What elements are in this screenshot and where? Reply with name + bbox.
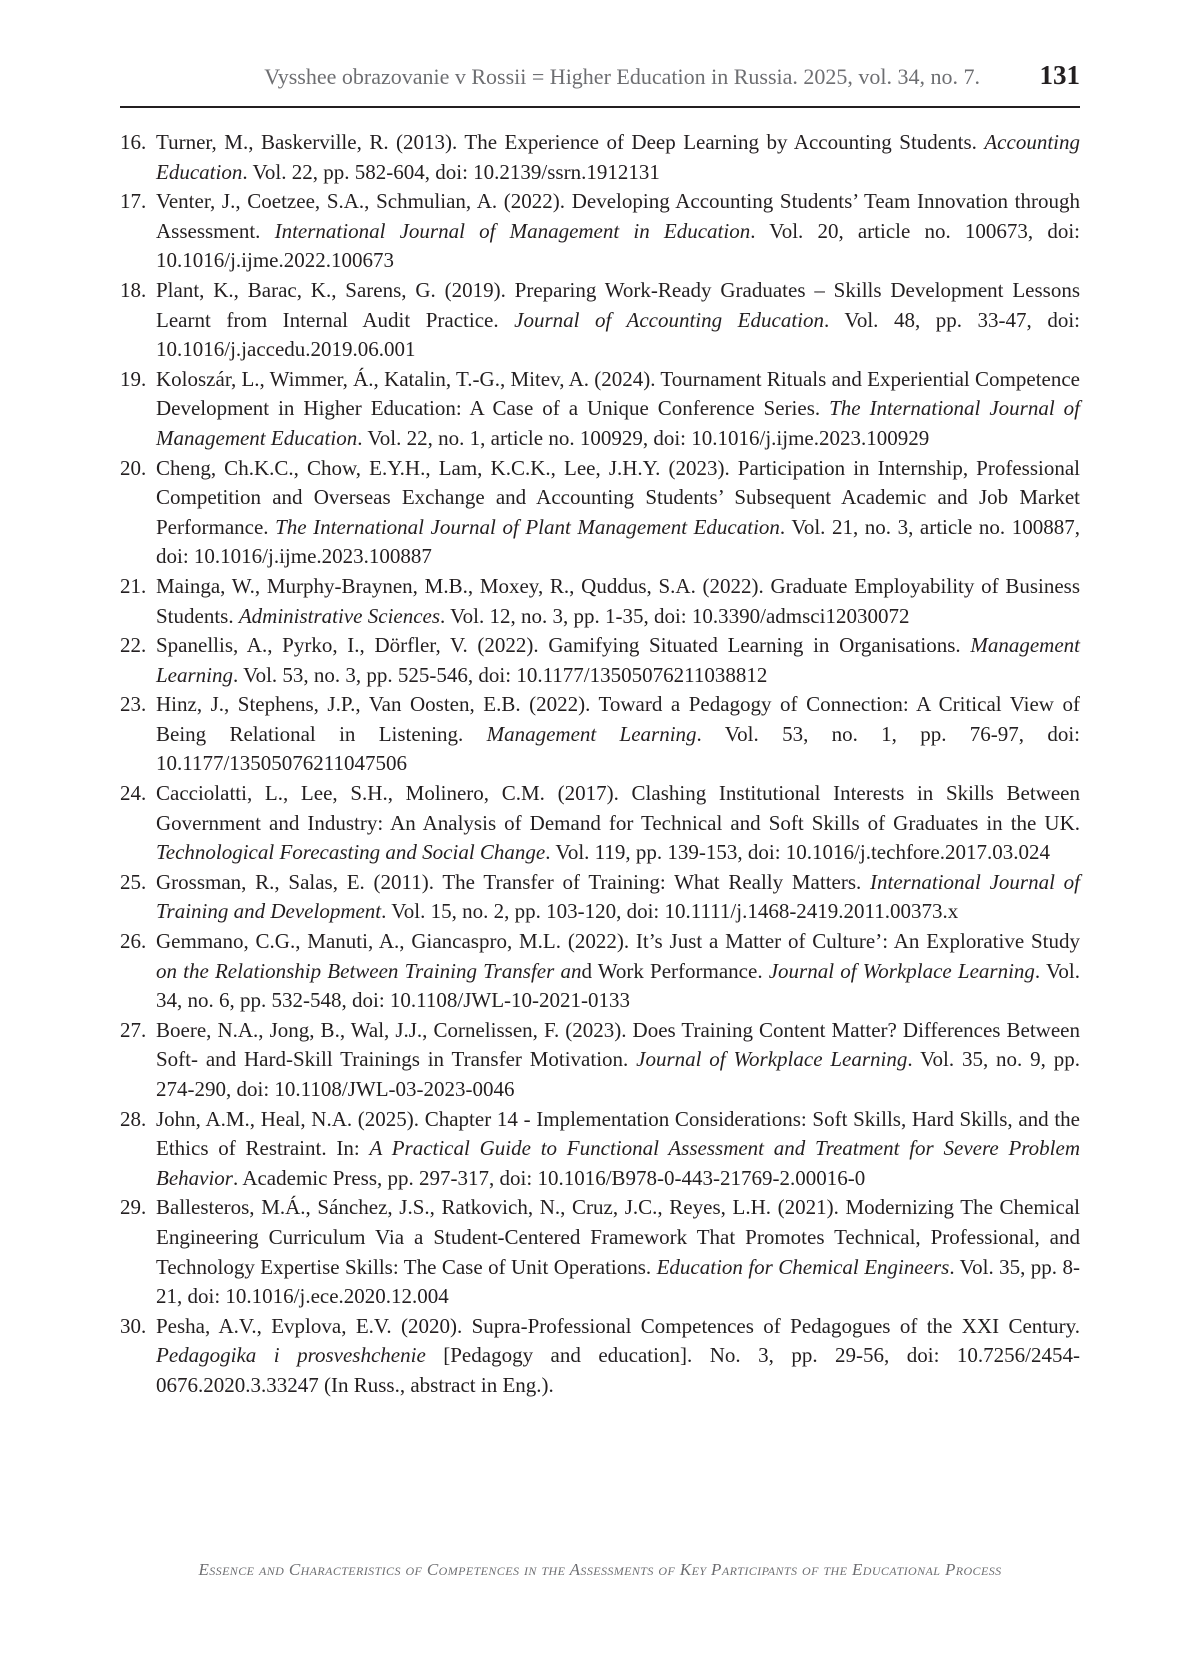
reference-item <box>120 454 1080 572</box>
reference-segment: . Vol. 34, no. 6, pp. 532-548, doi: 10.1108/JWL-10-2021-0133 <box>156 958 1080 1013</box>
reference-source-title: Technological Forecasting and Social Change <box>156 840 546 865</box>
reference-segment: Boere, N.A., Jong, B., Wal, J.J., Cornelissen, F. (2023). Does Training Content Matter? Differences Between Soft- and Hard-Skill Trainings in Transfer Motivation. <box>156 1017 1080 1072</box>
reference-source-title: Education for Chemical Engineers <box>656 1254 950 1279</box>
running-footer: Essence and Characteristics of Competences in the Assessments of Key Participants of the Educational Process <box>198 1560 1002 1579</box>
reference-segment: Grossman, R., Salas, E. (2011). The Transfer of Training: What Really Matters. <box>156 869 871 894</box>
reference-item <box>120 276 1080 365</box>
reference-segment: . Vol. 53, no. 3, pp. 525-546, doi: 10.1177/13505076211038812 <box>233 662 768 687</box>
reference-item <box>120 365 1080 454</box>
reference-item <box>120 187 1080 276</box>
reference-item <box>120 631 1080 690</box>
reference-source-title: International Journal of Training and Development <box>156 869 1080 924</box>
reference-segment: . Vol. 35, no. 9, pp. 274-290, doi: 10.1108/JWL-03-2023-0046 <box>156 1047 1080 1101</box>
reference-segment: . Vol. 35, pp. 8-21, doi: 10.1016/j.ece.2020.12.004 <box>156 1254 1080 1309</box>
reference-segment: Gemmano, C.G., Manuti, A., Giancaspro, M.L. (2022). It’s Just a Matter of Culture’: An Explorative Study <box>156 929 1080 954</box>
reference-source-title: The International Journal of Plant Management Education <box>275 514 780 539</box>
reference-text <box>156 1107 1080 1190</box>
reference-segment: Plant, K., Barac, K., Sarens, G. (2019). Preparing Work-Ready Graduates – Skills Development Lessons Learnt from Internal Audit Practice. <box>156 277 1080 332</box>
reference-segment: . Vol. 12, no. 3, pp. 1-35, doi: 10.3390/admsci12030072 <box>440 603 910 628</box>
reference-number: 19. <box>120 366 147 391</box>
reference-segment: Turner, M., Baskerville, R. (2013). The Experience of Deep Learning by Accounting Students. <box>156 130 985 154</box>
running-header <box>120 58 1080 108</box>
reference-text <box>156 367 1080 450</box>
reference-source-title: The International Journal of Management Education <box>156 396 1080 450</box>
reference-text <box>156 130 1080 184</box>
reference-item <box>120 1016 1080 1105</box>
reference-segment: . Vol. 21, no. 3, article no. 100887, doi: 10.1016/j.ijme.2023.100887 <box>156 514 1080 569</box>
reference-number: 22. <box>120 633 147 658</box>
reference-item <box>120 690 1080 779</box>
reference-text <box>156 1314 1080 1397</box>
reference-number: 21. <box>120 573 147 598</box>
reference-source-title: International Journal of Management in Education <box>274 218 751 243</box>
reference-list <box>120 128 1080 1401</box>
reference-item <box>120 1312 1080 1401</box>
reference-number: 30. <box>120 1313 147 1338</box>
reference-number: 27. <box>120 1017 147 1042</box>
reference-item <box>120 779 1080 868</box>
reference-source-title: on the Relationship Between Training Transfer an <box>156 958 582 983</box>
reference-number: 16. <box>120 130 147 154</box>
reference-segment: Cheng, Ch.K.C., Chow, E.Y.H., Lam, K.C.K., Lee, J.H.Y. (2023). Participation in Internship, Professional Competition and Overseas Exchange and Accounting Students’ Subsequent Academic and Job Market Performance. <box>156 455 1080 539</box>
journal-title: Vysshee obrazovanie v Rossii = Higher Education in Russia. 2025, vol. 34, no. 7. <box>264 64 980 89</box>
reference-segment: Ballesteros, M.Á., Sánchez, J.S., Ratkovich, N., Cruz, J.C., Reyes, L.H. (2021). Modernizing The Chemical Engineering Curriculum Via a Student-Centered Framework That Promotes Technical, Professional, and Technology Expertise Skills: The Case of Unit Operations. <box>156 1195 1080 1279</box>
reference-segment: Hinz, J., Stephens, J.P., Van Oosten, E.B. (2022). Toward a Pedagogy of Connection: A Critical View of Being Relational in Listening. <box>156 692 1080 746</box>
reference-segment: . Vol. 22, pp. 582-604, doi: 10.2139/ssrn.1912131 <box>242 159 660 184</box>
page-number: 131 <box>1039 60 1080 90</box>
reference-segment: . Academic Press, pp. 297-317, doi: 10.1016/B978-0-443-21769-2.00016-0 <box>232 1165 866 1190</box>
reference-number: 17. <box>120 189 147 214</box>
reference-segment: Venter, J., Coetzee, S.A., Schmulian, A. (2022). Developing Accounting Students’ Team Innovation through Assessment. <box>156 189 1080 243</box>
reference-text <box>156 781 1080 864</box>
reference-number: 25. <box>120 869 147 894</box>
reference-source-title: Accounting Education <box>156 130 1080 184</box>
reference-text <box>156 1018 1080 1101</box>
reference-segment: . Vol. 119, pp. 139-153, doi: 10.1016/j.techfore.2017.03.024 <box>545 840 1050 865</box>
reference-text <box>156 692 1080 775</box>
reference-segment: Spanellis, A., Pyrko, I., Dörfler, V. (2022). Gamifying Situated Learning in Organisations. <box>156 633 971 658</box>
reference-source-title: Journal of Workplace Learning <box>768 958 1035 983</box>
reference-text <box>156 574 1080 628</box>
reference-segment: d Work Performance. <box>581 958 769 983</box>
reference-number: 26. <box>120 929 147 954</box>
reference-number: 29. <box>120 1195 147 1220</box>
reference-source-title: Administrative Sciences <box>238 603 441 628</box>
reference-segment: . Vol. 48, pp. 33-47, doi: 10.1016/j.jaccedu.2019.06.001 <box>156 307 1080 362</box>
reference-source-title: Management Learning <box>486 721 697 746</box>
reference-segment: Koloszár, L., Wimmer, Á., Katalin, T.-G., Mitev, A. (2024). Tournament Rituals and Experiential Competence Development in Higher Education: A Case of a Unique Conference Series. <box>156 366 1080 421</box>
reference-number: 20. <box>120 455 147 480</box>
reference-segment: . Vol. 53, no. 1, pp. 76-97, doi: 10.1177/13505076211047506 <box>156 721 1080 776</box>
reference-segment: Mainga, W., Murphy-Braynen, M.B., Moxey, R., Quddus, S.A. (2022). Graduate Employability of Business Students. <box>156 573 1080 628</box>
reference-source-title: Pedagogika i prosveshchenie <box>156 1343 426 1368</box>
reference-item <box>120 128 1080 187</box>
reference-segment: Cacciolatti, L., Lee, S.H., Molinero, C.M. (2017). Clashing Institutional Interests in Skills Between Government and Industry: An Analysis of Demand for Technical and Soft Skills of Graduates in the UK. <box>156 781 1080 835</box>
reference-segment: Pesha, A.V., Evplova, E.V. (2020). Supra-Professional Competences of Pedagogues of the XXI Century. <box>156 1313 1080 1338</box>
reference-source-title: A Practical Guide to Functional Assessment and Treatment for Severe Problem Behavior <box>156 1136 1080 1190</box>
reference-item <box>120 868 1080 927</box>
reference-item <box>120 1105 1080 1194</box>
reference-item <box>120 1193 1080 1311</box>
reference-source-title: Management Learning <box>156 633 1080 687</box>
reference-text <box>156 189 1080 272</box>
reference-text <box>156 633 1080 687</box>
reference-number: 23. <box>120 692 147 717</box>
reference-segment: John, A.M., Heal, N.A. (2025). Chapter 14 - Implementation Considerations: Soft Skills, Hard Skills, and the Ethics of Restraint. In: <box>156 1106 1080 1161</box>
reference-text <box>156 278 1080 361</box>
reference-source-title: Journal of Accounting Education <box>514 307 824 332</box>
reference-item <box>120 572 1080 631</box>
reference-text <box>156 870 1080 924</box>
reference-text <box>156 456 1080 569</box>
reference-text <box>156 929 1080 1012</box>
reference-segment: . Vol. 22, no. 1, article no. 100929, doi: 10.1016/j.ijme.2023.100929 <box>357 425 930 450</box>
reference-segment: . Vol. 20, article no. 100673, doi: 10.1016/j.ijme.2022.100673 <box>156 218 1080 273</box>
reference-segment: . Vol. 15, no. 2, pp. 103-120, doi: 10.1111/j.1468-2419.2011.00373.x <box>381 899 959 924</box>
reference-number: 28. <box>120 1106 147 1131</box>
reference-number: 24. <box>120 781 147 806</box>
reference-text <box>156 1195 1080 1308</box>
reference-source-title: Journal of Workplace Learning <box>636 1047 908 1072</box>
reference-number: 18. <box>120 277 147 302</box>
reference-item <box>120 927 1080 1016</box>
reference-segment: [Pedagogy and education]. No. 3, pp. 29-56, doi: 10.7256/2454-0676.2020.3.33247 (In Russ., abstract in Eng.). <box>156 1343 1080 1397</box>
